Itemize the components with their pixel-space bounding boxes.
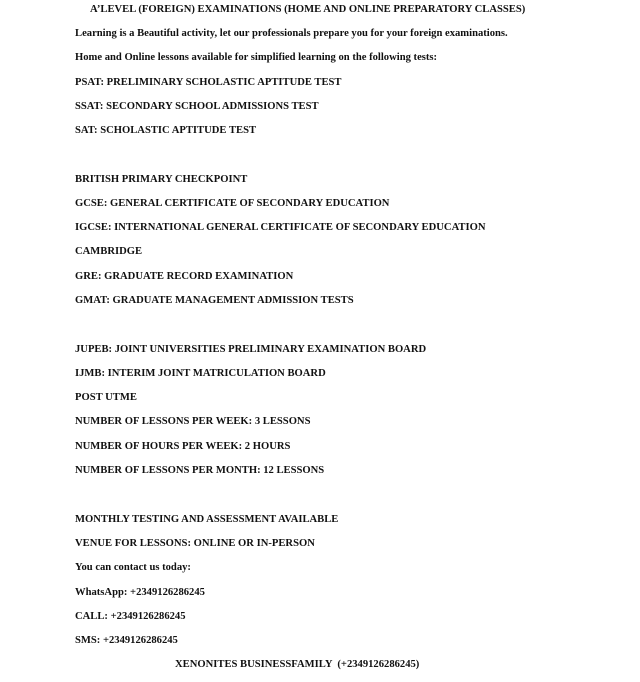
intro-text: Learning is a Beautiful activity, let our professionals prepare you for your foreign examinations.	[75, 28, 508, 39]
test-item-sat: SAT: SCHOLASTIC APTITUDE TEST	[75, 125, 257, 136]
test-item-psat: PSAT: PRELIMINARY SCHOLASTIC APTITUDE TEST	[75, 77, 342, 88]
hours-per-week: NUMBER OF HOURS PER WEEK: 2 HOURS	[75, 441, 291, 452]
monthly-testing-note: MONTHLY TESTING AND ASSESSMENT AVAILABLE	[75, 514, 339, 525]
document-title: A’LEVEL (FOREIGN) EXAMINATIONS (HOME AND ONLINE PREPARATORY CLASSES)	[90, 4, 526, 15]
test-item-gre: GRE: GRADUATE RECORD EXAMINATION	[75, 271, 294, 282]
contact-sms: SMS: +2349126286245	[75, 635, 178, 646]
lessons-per-week: NUMBER OF LESSONS PER WEEK: 3 LESSONS	[75, 416, 311, 427]
contact-call: CALL: +2349126286245	[75, 611, 186, 622]
lead-text: Home and Online lessons available for simplified learning on the following tests:	[75, 52, 438, 63]
test-item-igcse: IGCSE: INTERNATIONAL GENERAL CERTIFICATE OF SECONDARY EDUCATION	[75, 222, 486, 233]
contact-whatsapp: WhatsApp: +2349126286245	[75, 587, 205, 598]
footer-business-name: XENONITES BUSINESSFAMILY (+2349126286245)	[175, 659, 420, 670]
test-item-british-primary-checkpoint: BRITISH PRIMARY CHECKPOINT	[75, 174, 248, 185]
test-item-gcse: GCSE: GENERAL CERTIFICATE OF SECONDARY EDUCATION	[75, 198, 390, 209]
test-item-ijmb: IJMB: INTERIM JOINT MATRICULATION BOARD	[75, 368, 326, 379]
venue-note: VENUE FOR LESSONS: ONLINE OR IN-PERSON	[75, 538, 315, 549]
test-item-post-utme: POST UTME	[75, 392, 137, 403]
test-item-cambridge: CAMBRIDGE	[75, 246, 143, 257]
test-item-ssat: SSAT: SECONDARY SCHOOL ADMISSIONS TEST	[75, 101, 319, 112]
lessons-per-month: NUMBER OF LESSONS PER MONTH: 12 LESSONS	[75, 465, 325, 476]
test-item-gmat: GMAT: GRADUATE MANAGEMENT ADMISSION TESTS	[75, 295, 354, 306]
contact-heading: You can contact us today:	[75, 562, 191, 573]
test-item-jupeb: JUPEB: JOINT UNIVERSITIES PRELIMINARY EXAMINATION BOARD	[75, 344, 427, 355]
